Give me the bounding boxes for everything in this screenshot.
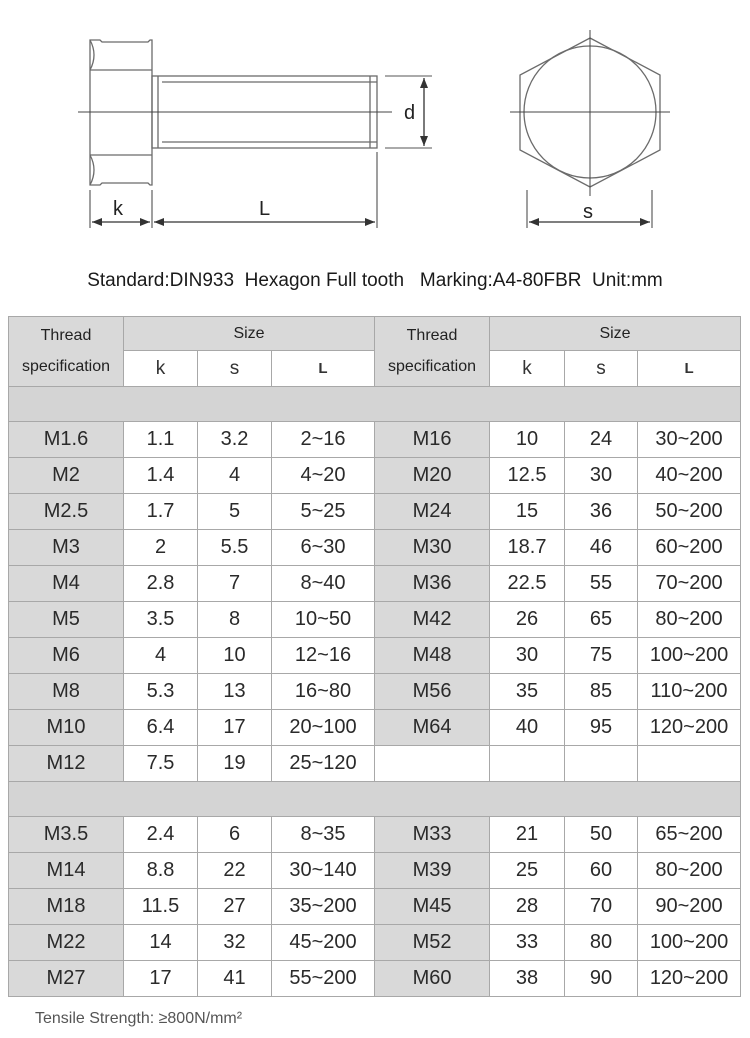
table-row <box>9 494 741 530</box>
standard-description: Standard:DIN933 Hexagon Full tooth Marking:A4-80FBR Unit:mm <box>87 270 663 291</box>
cell-right-k: 10 <box>490 422 565 458</box>
cell-right-L: 100~200 <box>638 925 741 961</box>
header-size-right: Size <box>490 317 741 351</box>
cell-left-s: 13 <box>198 674 272 710</box>
cell-right-s: 75 <box>565 638 638 674</box>
table-row <box>9 746 741 782</box>
cell-right-L: 120~200 <box>638 710 741 746</box>
cell-right-L: 65~200 <box>638 817 741 853</box>
cell-left-thread: M3 <box>9 530 124 566</box>
cell-left-s: 8 <box>198 602 272 638</box>
header-k-left: k <box>124 351 198 387</box>
cell-left-s: 41 <box>198 961 272 997</box>
cell-left-s: 10 <box>198 638 272 674</box>
cell-right-thread: M45 <box>375 889 490 925</box>
cell-left-s: 5.5 <box>198 530 272 566</box>
cell-left-k: 11.5 <box>124 889 198 925</box>
cell-right-L: 110~200 <box>638 674 741 710</box>
empty-cell <box>375 746 490 782</box>
cell-right-L: 120~200 <box>638 961 741 997</box>
cell-right-s: 95 <box>565 710 638 746</box>
cell-left-s: 22 <box>198 853 272 889</box>
cell-right-thread: M52 <box>375 925 490 961</box>
cell-right-k: 12.5 <box>490 458 565 494</box>
cell-right-s: 70 <box>565 889 638 925</box>
cell-left-L: 2~16 <box>272 422 375 458</box>
cell-left-thread: M6 <box>9 638 124 674</box>
cell-left-L: 25~120 <box>272 746 375 782</box>
cell-right-s: 90 <box>565 961 638 997</box>
cell-right-k: 25 <box>490 853 565 889</box>
cell-right-L: 40~200 <box>638 458 741 494</box>
cell-right-s: 85 <box>565 674 638 710</box>
cell-left-s: 6 <box>198 817 272 853</box>
cell-left-thread: M14 <box>9 853 124 889</box>
cell-right-thread: M33 <box>375 817 490 853</box>
table-row <box>9 925 741 961</box>
header-thread-right <box>375 317 490 387</box>
table-row <box>9 422 741 458</box>
cell-left-k: 17 <box>124 961 198 997</box>
cell-left-s: 17 <box>198 710 272 746</box>
cell-left-L: 6~30 <box>272 530 375 566</box>
cell-right-L: 100~200 <box>638 638 741 674</box>
cell-left-L: 10~50 <box>272 602 375 638</box>
cell-right-k: 33 <box>490 925 565 961</box>
cell-right-s: 46 <box>565 530 638 566</box>
cell-left-k: 2.8 <box>124 566 198 602</box>
section-divider-1-cell <box>9 387 741 422</box>
cell-left-k: 3.5 <box>124 602 198 638</box>
cell-left-k: 2.4 <box>124 817 198 853</box>
table-row <box>9 458 741 494</box>
cell-left-L: 35~200 <box>272 889 375 925</box>
cell-right-L: 60~200 <box>638 530 741 566</box>
cell-left-s: 32 <box>198 925 272 961</box>
table-row <box>9 638 741 674</box>
cell-right-k: 26 <box>490 602 565 638</box>
cell-right-thread: M36 <box>375 566 490 602</box>
cell-left-s: 4 <box>198 458 272 494</box>
cell-left-k: 6.4 <box>124 710 198 746</box>
header-thread-left <box>9 317 124 387</box>
cell-right-thread: M60 <box>375 961 490 997</box>
cell-left-s: 19 <box>198 746 272 782</box>
cell-right-s: 36 <box>565 494 638 530</box>
cell-right-L: 50~200 <box>638 494 741 530</box>
cell-left-L: 12~16 <box>272 638 375 674</box>
cell-left-k: 8.8 <box>124 853 198 889</box>
cell-right-thread: M30 <box>375 530 490 566</box>
cell-right-thread: M16 <box>375 422 490 458</box>
table-row <box>9 674 741 710</box>
section-divider-2 <box>9 782 741 817</box>
cell-right-k: 35 <box>490 674 565 710</box>
cell-right-L: 30~200 <box>638 422 741 458</box>
cell-right-L: 70~200 <box>638 566 741 602</box>
table-row <box>9 530 741 566</box>
cell-right-k: 30 <box>490 638 565 674</box>
header-thread-line2: specification <box>387 357 477 375</box>
cell-right-k: 40 <box>490 710 565 746</box>
cell-right-k: 15 <box>490 494 565 530</box>
cell-left-L: 4~20 <box>272 458 375 494</box>
dim-label-k: k <box>113 198 123 220</box>
cell-right-k: 18.7 <box>490 530 565 566</box>
cell-left-thread: M5 <box>9 602 124 638</box>
cell-left-thread: M8 <box>9 674 124 710</box>
cell-left-k: 2 <box>124 530 198 566</box>
cell-right-thread: M24 <box>375 494 490 530</box>
bolt-technical-drawing <box>0 0 750 260</box>
cell-right-s: 55 <box>565 566 638 602</box>
cell-left-L: 8~35 <box>272 817 375 853</box>
table-row <box>9 853 741 889</box>
table-row <box>9 889 741 925</box>
header-thread-line1: Thread <box>406 327 458 345</box>
table-row <box>9 566 741 602</box>
table-row <box>9 817 741 853</box>
cell-right-thread: M64 <box>375 710 490 746</box>
cell-left-k: 1.4 <box>124 458 198 494</box>
cell-right-thread: M48 <box>375 638 490 674</box>
cell-right-thread: M42 <box>375 602 490 638</box>
cell-left-k: 4 <box>124 638 198 674</box>
section-divider-2-cell <box>9 782 741 817</box>
section-divider-1 <box>9 387 741 422</box>
cell-left-k: 1.7 <box>124 494 198 530</box>
cell-right-s: 24 <box>565 422 638 458</box>
cell-right-k: 38 <box>490 961 565 997</box>
table-row <box>9 710 741 746</box>
cell-right-s: 50 <box>565 817 638 853</box>
cell-right-s: 80 <box>565 925 638 961</box>
cell-right-thread: M20 <box>375 458 490 494</box>
cell-left-s: 5 <box>198 494 272 530</box>
cell-left-k: 14 <box>124 925 198 961</box>
cell-left-thread: M1.6 <box>9 422 124 458</box>
cell-left-L: 20~100 <box>272 710 375 746</box>
cell-left-thread: M10 <box>9 710 124 746</box>
cell-right-s: 60 <box>565 853 638 889</box>
cell-left-k: 7.5 <box>124 746 198 782</box>
tensile-strength-note: Tensile Strength: ≥800N/mm² <box>35 1010 243 1027</box>
cell-right-L: 80~200 <box>638 853 741 889</box>
dim-label-L: L <box>259 198 271 220</box>
cell-right-k: 21 <box>490 817 565 853</box>
cell-right-thread: M56 <box>375 674 490 710</box>
cell-left-k: 5.3 <box>124 674 198 710</box>
header-thread-line2: specification <box>21 357 111 375</box>
empty-cell <box>638 746 741 782</box>
cell-left-L: 16~80 <box>272 674 375 710</box>
cell-left-thread: M27 <box>9 961 124 997</box>
cell-left-s: 7 <box>198 566 272 602</box>
dim-label-s: s <box>583 201 593 223</box>
table-row <box>9 961 741 997</box>
cell-left-thread: M22 <box>9 925 124 961</box>
cell-left-thread: M2 <box>9 458 124 494</box>
cell-left-L: 30~140 <box>272 853 375 889</box>
cell-left-thread: M2.5 <box>9 494 124 530</box>
empty-cell <box>490 746 565 782</box>
spec-table <box>8 316 741 997</box>
empty-cell <box>565 746 638 782</box>
cell-left-L: 45~200 <box>272 925 375 961</box>
header-L-right: L <box>638 351 741 387</box>
header-s-right: s <box>565 351 638 387</box>
cell-right-k: 22.5 <box>490 566 565 602</box>
cell-right-s: 30 <box>565 458 638 494</box>
cell-left-s: 27 <box>198 889 272 925</box>
cell-left-thread: M3.5 <box>9 817 124 853</box>
cell-right-L: 90~200 <box>638 889 741 925</box>
cell-left-L: 8~40 <box>272 566 375 602</box>
cell-left-k: 1.1 <box>124 422 198 458</box>
cell-right-k: 28 <box>490 889 565 925</box>
cell-left-thread: M4 <box>9 566 124 602</box>
cell-right-thread: M39 <box>375 853 490 889</box>
cell-right-s: 65 <box>565 602 638 638</box>
header-k-right: k <box>490 351 565 387</box>
cell-left-L: 5~25 <box>272 494 375 530</box>
cell-left-thread: M12 <box>9 746 124 782</box>
header-L-left: L <box>272 351 375 387</box>
cell-right-L: 80~200 <box>638 602 741 638</box>
dim-label-d: d <box>404 102 416 124</box>
header-thread-line1: Thread <box>40 327 92 345</box>
cell-left-thread: M18 <box>9 889 124 925</box>
table-row <box>9 602 741 638</box>
cell-left-s: 3.2 <box>198 422 272 458</box>
header-s-left: s <box>198 351 272 387</box>
header-size-left: Size <box>124 317 375 351</box>
cell-left-L: 55~200 <box>272 961 375 997</box>
spec-table-body <box>9 387 741 997</box>
